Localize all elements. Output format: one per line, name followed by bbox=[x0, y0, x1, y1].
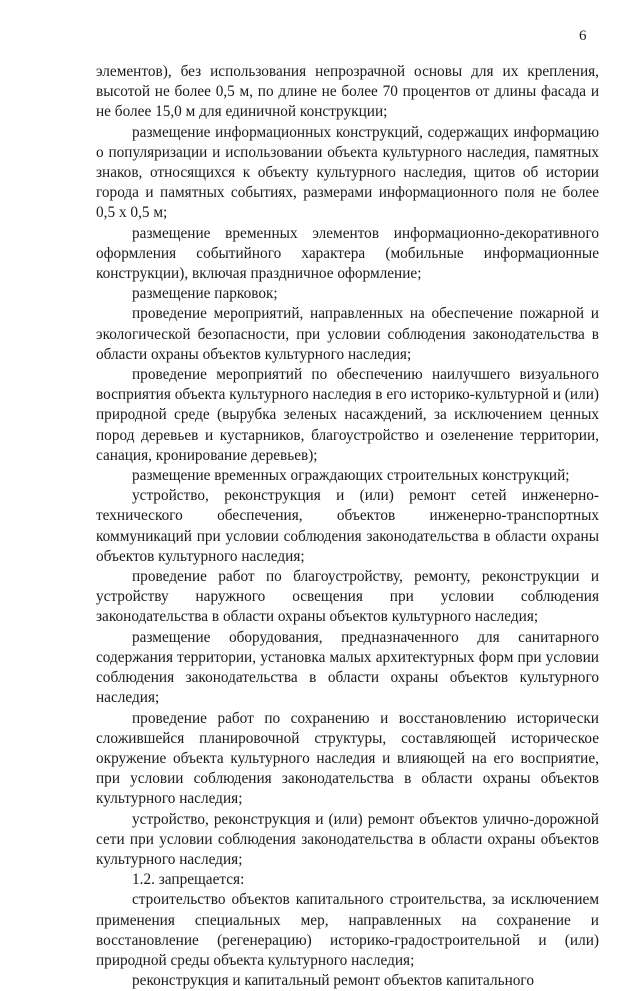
paragraph: устройство, реконструкция и (или) ремонт сетей инженерно-технического обеспечения, объектов инженерно-транспортных коммуникаций при условии соблюдения законодательства в области охраны объектов культурного наследия; bbox=[96, 487, 599, 565]
section-heading: 1.2. запрещается: bbox=[132, 871, 245, 889]
page-number: 6 bbox=[579, 28, 587, 44]
paragraph: размещение парковок; bbox=[132, 285, 278, 303]
paragraph: проведение мероприятий по обеспечению наилучшего визуального восприятия объекта культурного наследия в его историко-культурной и (или) природной среде (вырубка зеленых насаждений, за исключением ценных пород деревьев и кустарников, благоустройство и озеленение территории, санация, кронирование деревьев); bbox=[96, 366, 599, 464]
paragraph: размещение временных элементов информационно-декоративного оформления событийного характера (мобильные информационные конструкции), включая праздничное оформление; bbox=[96, 224, 599, 283]
paragraph: проведение мероприятий, направленных на обеспечение пожарной и экологической безопасности, при условии соблюдения законодательства в области охраны объектов культурного наследия; bbox=[96, 305, 599, 363]
paragraph: реконструкция и капитальный ремонт объектов капитального bbox=[132, 972, 534, 990]
paragraph: размещение информационных конструкций, содержащих информацию о популяризации и использовании объекта культурного наследия, памятных знаков, относящихся к объекту культурного наследия, щитов об истории города и памятных событиях, размерами информационного поля не более 0,5 х 0,5 м; bbox=[96, 123, 599, 222]
paragraph: строительство объектов капитального строительства, за исключением применения специальных мер, направленных на сохранение и восстановление (регенерацию) историко-градостроительной и (или) природной среды объекта культурного наследия; bbox=[96, 891, 599, 969]
paragraph: элементов), без использования непрозрачной основы для их крепления, высотой не более 0,5 м, по длине не более 70 процентов от длины фасада и не более 15,0 м для единичной конструкции; bbox=[96, 63, 599, 121]
paragraph: размещение временных ограждающих строительных конструкций; bbox=[132, 467, 570, 485]
paragraph: проведение работ по сохранению и восстановлению исторически сложившейся планировочной структуры, составляющей историческое окружение объекта культурного наследия и влияющей на его восприятие, при условии соблюдения законодательства в области охраны объектов культурного наследия; bbox=[96, 709, 599, 808]
document-body bbox=[96, 62, 599, 991]
paragraph: проведение работ по благоустройству, ремонту, реконструкции и устройству наружного освещения при условии соблюдения законодательства в области охраны объектов культурного наследия; bbox=[96, 568, 599, 626]
paragraph: устройство, реконструкция и (или) ремонт объектов улично-дорожной сети при условии соблюдения законодательства в области охраны объектов культурного наследия; bbox=[96, 810, 599, 868]
paragraph: размещение оборудования, предназначенного для санитарного содержания территории, установка малых архитектурных форм при условии соблюдения законодательства в области охраны объектов культурного наследия; bbox=[96, 628, 599, 707]
